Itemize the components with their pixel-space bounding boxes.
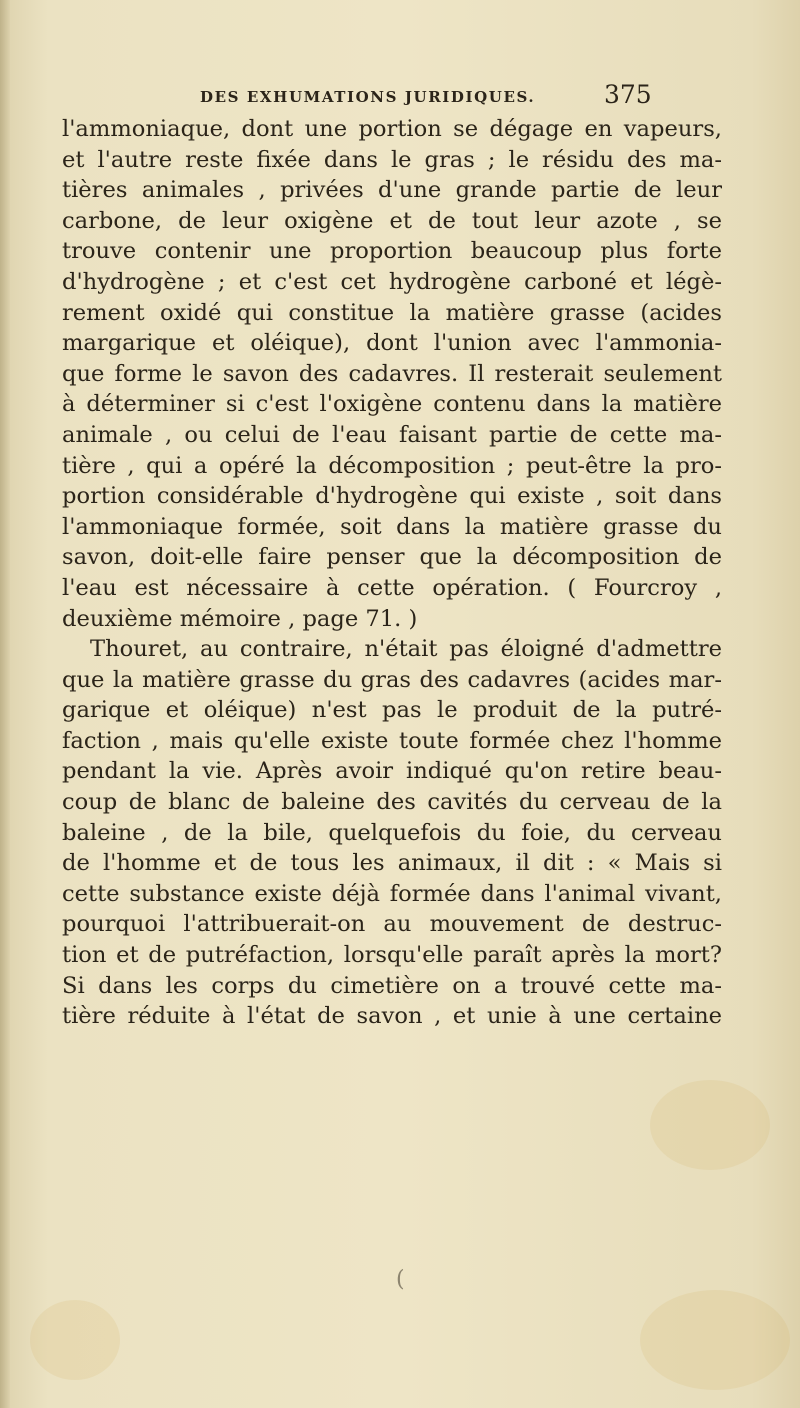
running-head-title: DES EXHUMATIONS JURIDIQUES. (200, 88, 536, 106)
text-line: pendant la vie. Après avoir indiqué qu'on retire beau- (62, 758, 722, 785)
text-line: savon, doit-elle faire penser que la décomposition de (62, 544, 722, 571)
text-line: baleine , de la bile, quelquefois du foie, du cerveau (62, 819, 722, 846)
text-line: et l'autre reste fixée dans le gras ; le résidu des ma- (62, 146, 722, 173)
text-line: tière , qui a opéré la décomposition ; peut-être la pro- (62, 452, 722, 479)
text-line: tion et de putréfaction, lorsqu'elle paraît après la mort? (62, 942, 722, 969)
text-line: deuxième mémoire , page 71. ) (62, 605, 418, 632)
body-text (62, 114, 722, 1032)
text-line: Si dans les corps du cimetière on a trouvé cette ma- (62, 972, 722, 999)
paper-stain (650, 1080, 770, 1170)
text-line: rement oxidé qui constitue la matière grasse (acides (62, 299, 722, 326)
page-number: 375 (604, 80, 652, 109)
text-line: margarique et oléique), dont l'union avec l'ammonia- (62, 330, 722, 357)
text-line: cette substance existe déjà formée dans l'animal vivant, (62, 880, 722, 907)
text-line: portion considérable d'hydrogène qui existe , soit dans (62, 483, 722, 510)
text-line: de l'homme et de tous les animaux, il dit : « Mais si (62, 850, 722, 877)
text-line: carbone, de leur oxigène et de tout leur azote , se (62, 207, 722, 234)
text-line: à déterminer si c'est l'oxigène contenu dans la matière (62, 391, 722, 418)
text-line: l'ammoniaque formée, soit dans la matière grasse du (62, 513, 722, 540)
text-line: pourquoi l'attribuerait-on au mouvement de destruc- (62, 911, 722, 938)
text-line: d'hydrogène ; et c'est cet hydrogène carboné et légè- (62, 268, 722, 295)
text-line: que forme le savon des cadavres. Il resterait seulement (62, 360, 722, 387)
text-line: faction , mais qu'elle existe toute formée chez l'homme (62, 727, 722, 754)
page-binding-edge (0, 0, 10, 1408)
text-line: tières animales , privées d'une grande partie de leur (62, 177, 722, 204)
paper-stain (640, 1290, 790, 1390)
paper-stain (30, 1300, 120, 1380)
text-line: animale , ou celui de l'eau faisant partie de cette ma- (62, 421, 722, 448)
text-line: que la matière grasse du gras des cadavres (acides mar- (62, 666, 722, 693)
stray-mark: ( (396, 1267, 405, 1292)
text-line: Thouret, au contraire, n'était pas éloigné d'admettre (90, 636, 722, 663)
text-line: garique et oléique) n'est pas le produit de la putré- (62, 697, 722, 724)
text-line: l'ammoniaque, dont une portion se dégage en vapeurs, (62, 116, 722, 142)
text-line: tière réduite à l'état de savon , et unie à une certaine (62, 1003, 722, 1030)
text-line: l'eau est nécessaire à cette opération. ( Fourcroy , (62, 574, 722, 601)
text-line: coup de blanc de baleine des cavités du cerveau de la (62, 789, 722, 816)
running-head (0, 80, 800, 116)
text-line: trouve contenir une proportion beaucoup plus forte (62, 238, 722, 265)
